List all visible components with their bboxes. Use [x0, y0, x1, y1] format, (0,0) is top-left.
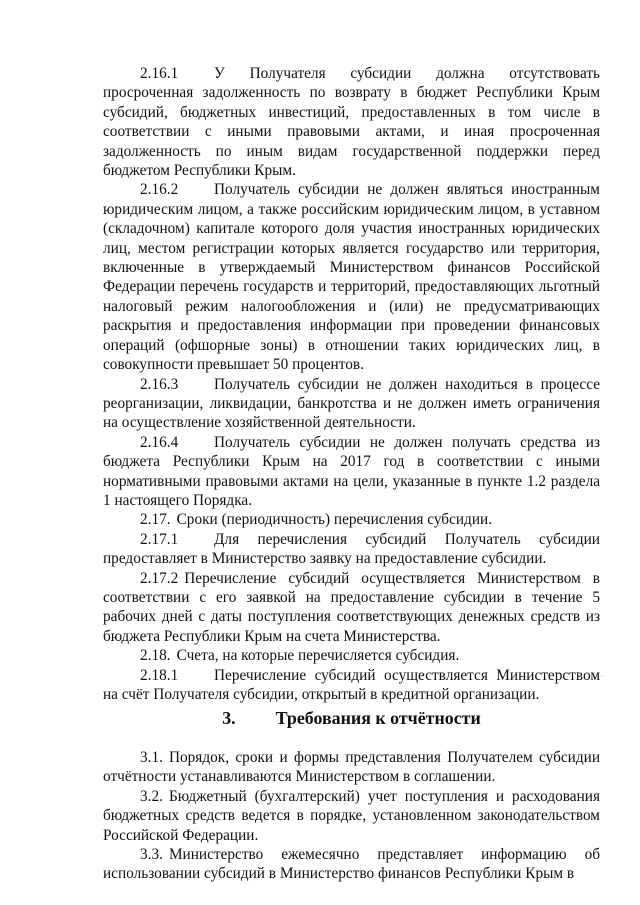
section-heading-number: 3.	[222, 708, 236, 728]
section-heading-title: Требования к отчётности	[275, 708, 481, 728]
paragraph-3-3	[103, 845, 600, 884]
paragraph-number: 2.17.1	[140, 530, 179, 548]
paragraph-2-17-1	[103, 530, 600, 569]
paragraph-2-16-2	[103, 180, 600, 374]
scan-dot: ·	[600, 672, 604, 683]
paragraph-text: Для перечисления субсидий Получатель субсидии предоставляет в Министерство заявку на предоставление субсидии.	[103, 530, 600, 568]
paragraph-number: 2.16.1	[140, 65, 179, 82]
paragraph-2-16-4	[103, 433, 600, 511]
section-2-body	[103, 64, 600, 704]
paragraph-text: Получатель субсидии не должен находиться в процессе реорганизации, ликвидации, банкротства и не должен иметь ограничения на осуществление хозяйственной деятельности.	[103, 375, 600, 432]
paragraph-text: Порядок, сроки и формы представления Получателем субсидии отчётности устанавливаются Министерством в соглашении.	[103, 749, 600, 786]
paragraph-2-17-2	[103, 569, 600, 647]
paragraph-text: Перечисление субсидий осуществляется Министерством на счёт Получателя субсидии, открытый в кредитной организации.	[103, 666, 600, 703]
paragraph-number: 2.18.	[140, 647, 171, 665]
paragraph-number: 3.1.	[140, 749, 163, 766]
paragraph-text: У Получателя субсидии должна отсутствовать просроченная задолженность по возврату в бюджет Республики Крым субсидий, бюджетных инвестиций, предоставленных в том числе в соответствии с иными правовыми актами, и иная просроченная задолженность по иным видам государственной поддержки перед бюджетом Республики Крым.	[103, 65, 600, 180]
paragraph-number: 2.16.2	[140, 181, 179, 199]
paragraph-3-1	[103, 748, 600, 787]
paragraph-2-18	[103, 646, 600, 665]
paragraph-text: Получатель субсидии не должен получать средства из бюджета Республики Крым на 2017 год в соответствии с иными нормативными правовыми актами на цели, указанные в пункте 1.2 раздела 1 настоящего Порядка.	[103, 433, 600, 509]
paragraph-3-2	[103, 787, 600, 845]
paragraph-2-18-1	[103, 666, 600, 705]
paragraph-number: 2.16.4	[140, 433, 179, 451]
section-heading	[103, 709, 600, 728]
paragraph-number: 3.2.	[140, 787, 163, 805]
paragraph-text: Получатель субсидии не должен являться иностранным юридическим лицом, а также российским юридическим лицом, в уставном (складочном) капитале которого доля участия иностранных юридических лиц, местом регистрации которых является государство или территория, включенные в утверждаемый Министерством финансов Российской Федерации перечень государств и территорий, предоставляющих льготный налоговый режим налогообложения и (или) не предусматривающих раскрытия и предоставления информации при проведении финансовых операций (офшорные зоны) в отношении таких юридических лиц, в совокупности превышает 50 процентов.	[103, 181, 600, 374]
paragraph-number: 2.17.2	[140, 569, 179, 587]
paragraph-text: Бюджетный (бухгалтерский) учет поступления и расходования бюджетных средств ведется в порядке, установленном законодательством Российской Федерации.	[103, 787, 600, 844]
section-3-body	[103, 748, 600, 884]
paragraph-2-17	[103, 510, 600, 529]
paragraph-2-16-1	[103, 64, 600, 180]
paragraph-number: 2.16.3	[140, 375, 179, 393]
paragraph-number: 3.3.	[140, 846, 163, 864]
document-page	[103, 64, 600, 883]
paragraph-text: Перечисление субсидий осуществляется Министерством в соответствии с его заявкой на предоставление субсидии в течение 5 рабочих дней с даты поступления соответствующих денежных средств из бюджета Республики Крым на счета Министерства.	[103, 569, 600, 645]
paragraph-number: 2.18.1	[140, 666, 179, 684]
paragraph-text: Сроки (периодичность) перечисления субсидии.	[176, 511, 493, 529]
paragraph-text: Министерство ежемесячно представляет информацию об использовании субсидий в Министерство финансов Республики Крым в	[103, 846, 600, 883]
paragraph-number: 2.17.	[140, 511, 171, 529]
paragraph-text: Счета, на которые перечисляется субсидия.	[176, 647, 460, 665]
paragraph-2-16-3	[103, 375, 600, 433]
